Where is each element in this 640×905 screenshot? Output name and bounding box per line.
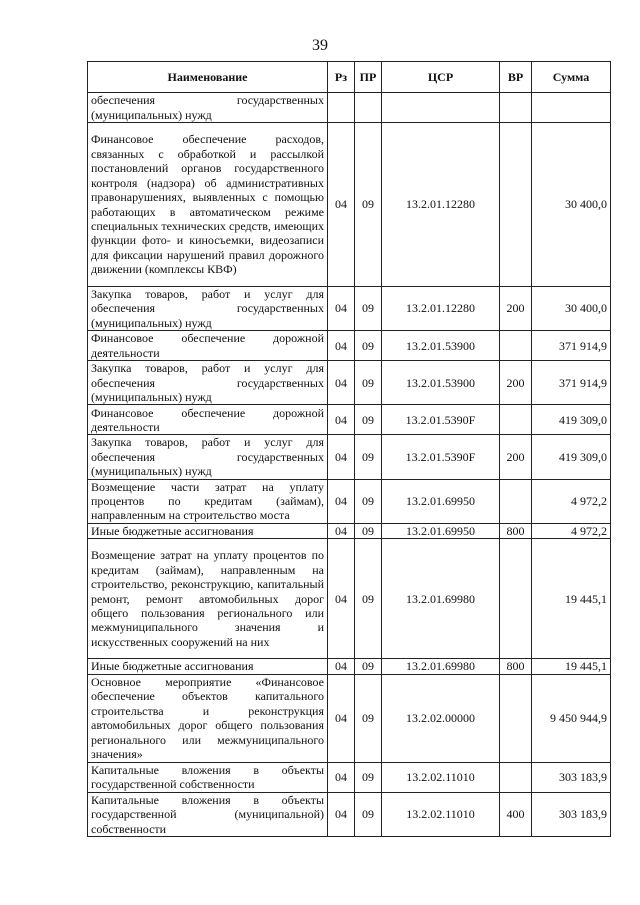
row-sum: 19 445,1 xyxy=(532,539,611,659)
row-sum: 4 972,2 xyxy=(532,479,611,523)
row-csr: 13.2.01.69980 xyxy=(382,539,500,659)
row-vr: 800 xyxy=(500,659,532,674)
row-rz: 04 xyxy=(328,435,355,479)
header-vr: ВР xyxy=(500,62,532,93)
header-name: Наименование xyxy=(88,62,328,93)
budget-table xyxy=(87,61,611,837)
row-sum: 30 400,0 xyxy=(532,287,611,331)
row-pr: 09 xyxy=(355,123,382,287)
row-sum: 303 183,9 xyxy=(532,762,611,792)
table-row xyxy=(88,361,611,405)
row-sum: 9 450 944,9 xyxy=(532,674,611,762)
table-row xyxy=(88,792,611,836)
row-name: Финансовое обеспечение расходов, связанных с обработкой и рассылкой постановлений органов государственного контроля (надзора) об административных правонарушениях, выявленных с помощью работающих в автоматическом режиме специальных технических средств, имеющих функции фото- и киносъемки, видеозаписи для фиксации нарушений правил дорожного движении (комплексы КВФ) xyxy=(88,123,328,287)
row-vr: 200 xyxy=(500,287,532,331)
row-name: Капитальные вложения в объекты государственной (муниципальной) собственности xyxy=(88,792,328,836)
row-vr: 200 xyxy=(500,361,532,405)
row-name: Закупка товаров, работ и услуг для обеспечения государственных (муниципальных) нужд xyxy=(88,361,328,405)
row-csr: 13.2.02.11010 xyxy=(382,762,500,792)
row-pr: 09 xyxy=(355,674,382,762)
row-name: Финансовое обеспечение дорожной деятельности xyxy=(88,405,328,435)
row-pr: 09 xyxy=(355,405,382,435)
row-name: Возмещение затрат на уплату процентов по кредитам (займам), направленным на строительство, реконструкцию, капитальный ремонт, ремонт автомобильных дорог общего пользования регионального или межмуниципального значения и искусственных сооружений на них xyxy=(88,539,328,659)
row-csr: 13.2.02.11010 xyxy=(382,792,500,836)
row-pr: 09 xyxy=(355,659,382,674)
row-name: Капитальные вложения в объекты государственной собственности xyxy=(88,762,328,792)
row-vr xyxy=(500,405,532,435)
row-pr xyxy=(355,93,382,123)
row-name: Возмещение части затрат на уплату процентов по кредитам (займам), направленным на строительство моста xyxy=(88,479,328,523)
row-pr: 09 xyxy=(355,539,382,659)
row-name: Закупка товаров, работ и услуг для обеспечения государственных (муниципальных) нужд xyxy=(88,287,328,331)
table-row xyxy=(88,523,611,538)
table-row xyxy=(88,435,611,479)
row-csr: 13.2.01.12280 xyxy=(382,287,500,331)
row-rz xyxy=(328,93,355,123)
table-row xyxy=(88,659,611,674)
row-vr xyxy=(500,123,532,287)
row-vr xyxy=(500,539,532,659)
header-csr: ЦСР xyxy=(382,62,500,93)
row-vr xyxy=(500,479,532,523)
row-pr: 09 xyxy=(355,479,382,523)
row-csr: 13.2.01.69950 xyxy=(382,479,500,523)
row-rz: 04 xyxy=(328,361,355,405)
row-sum: 4 972,2 xyxy=(532,523,611,538)
header-rz: Рз xyxy=(328,62,355,93)
row-rz: 04 xyxy=(328,792,355,836)
row-rz: 04 xyxy=(328,479,355,523)
row-sum: 419 309,0 xyxy=(532,405,611,435)
row-csr: 13.2.01.12280 xyxy=(382,123,500,287)
row-csr xyxy=(382,93,500,123)
row-vr: 400 xyxy=(500,792,532,836)
table-row xyxy=(88,331,611,361)
row-rz: 04 xyxy=(328,405,355,435)
row-vr xyxy=(500,93,532,123)
row-pr: 09 xyxy=(355,792,382,836)
row-csr: 13.2.01.5390F xyxy=(382,435,500,479)
row-pr: 09 xyxy=(355,523,382,538)
row-csr: 13.2.01.5390F xyxy=(382,405,500,435)
row-sum: 419 309,0 xyxy=(532,435,611,479)
row-vr xyxy=(500,331,532,361)
row-rz: 04 xyxy=(328,123,355,287)
table-row xyxy=(88,405,611,435)
row-rz: 04 xyxy=(328,674,355,762)
row-csr: 13.2.01.69950 xyxy=(382,523,500,538)
row-rz: 04 xyxy=(328,523,355,538)
row-name: Иные бюджетные ассигнования xyxy=(88,523,328,538)
row-name: Основное мероприятие «Финансовое обеспечение объектов капитального строительства и реконструкция автомобильных дорог общего пользования регионального или межмуниципального значения» xyxy=(88,674,328,762)
row-name: Иные бюджетные ассигнования xyxy=(88,659,328,674)
row-sum: 30 400,0 xyxy=(532,123,611,287)
header-sum: Сумма xyxy=(532,62,611,93)
row-vr xyxy=(500,674,532,762)
table-row xyxy=(88,287,611,331)
row-vr: 800 xyxy=(500,523,532,538)
header-pr: ПР xyxy=(355,62,382,93)
row-sum: 371 914,9 xyxy=(532,361,611,405)
row-sum: 371 914,9 xyxy=(532,331,611,361)
row-csr: 13.2.01.53900 xyxy=(382,331,500,361)
row-vr xyxy=(500,762,532,792)
table-row xyxy=(88,674,611,762)
row-csr: 13.2.01.53900 xyxy=(382,361,500,405)
page-number: 39 xyxy=(312,37,328,54)
row-csr: 13.2.01.69980 xyxy=(382,659,500,674)
row-sum xyxy=(532,93,611,123)
row-name: Закупка товаров, работ и услуг для обеспечения государственных (муниципальных) нужд xyxy=(88,435,328,479)
table-header-row xyxy=(88,62,611,93)
row-rz: 04 xyxy=(328,659,355,674)
row-pr: 09 xyxy=(355,435,382,479)
table-row xyxy=(88,479,611,523)
row-sum: 303 183,9 xyxy=(532,792,611,836)
row-csr: 13.2.02.00000 xyxy=(382,674,500,762)
row-rz: 04 xyxy=(328,539,355,659)
table-row xyxy=(88,123,611,287)
row-sum: 19 445,1 xyxy=(532,659,611,674)
table-row xyxy=(88,93,611,123)
row-vr: 200 xyxy=(500,435,532,479)
row-rz: 04 xyxy=(328,331,355,361)
row-rz: 04 xyxy=(328,762,355,792)
row-pr: 09 xyxy=(355,762,382,792)
row-pr: 09 xyxy=(355,361,382,405)
row-pr: 09 xyxy=(355,287,382,331)
row-name: обеспечения государственных (муниципальных) нужд xyxy=(88,93,328,123)
row-pr: 09 xyxy=(355,331,382,361)
table-row xyxy=(88,762,611,792)
row-rz: 04 xyxy=(328,287,355,331)
table-row xyxy=(88,539,611,659)
row-name: Финансовое обеспечение дорожной деятельности xyxy=(88,331,328,361)
